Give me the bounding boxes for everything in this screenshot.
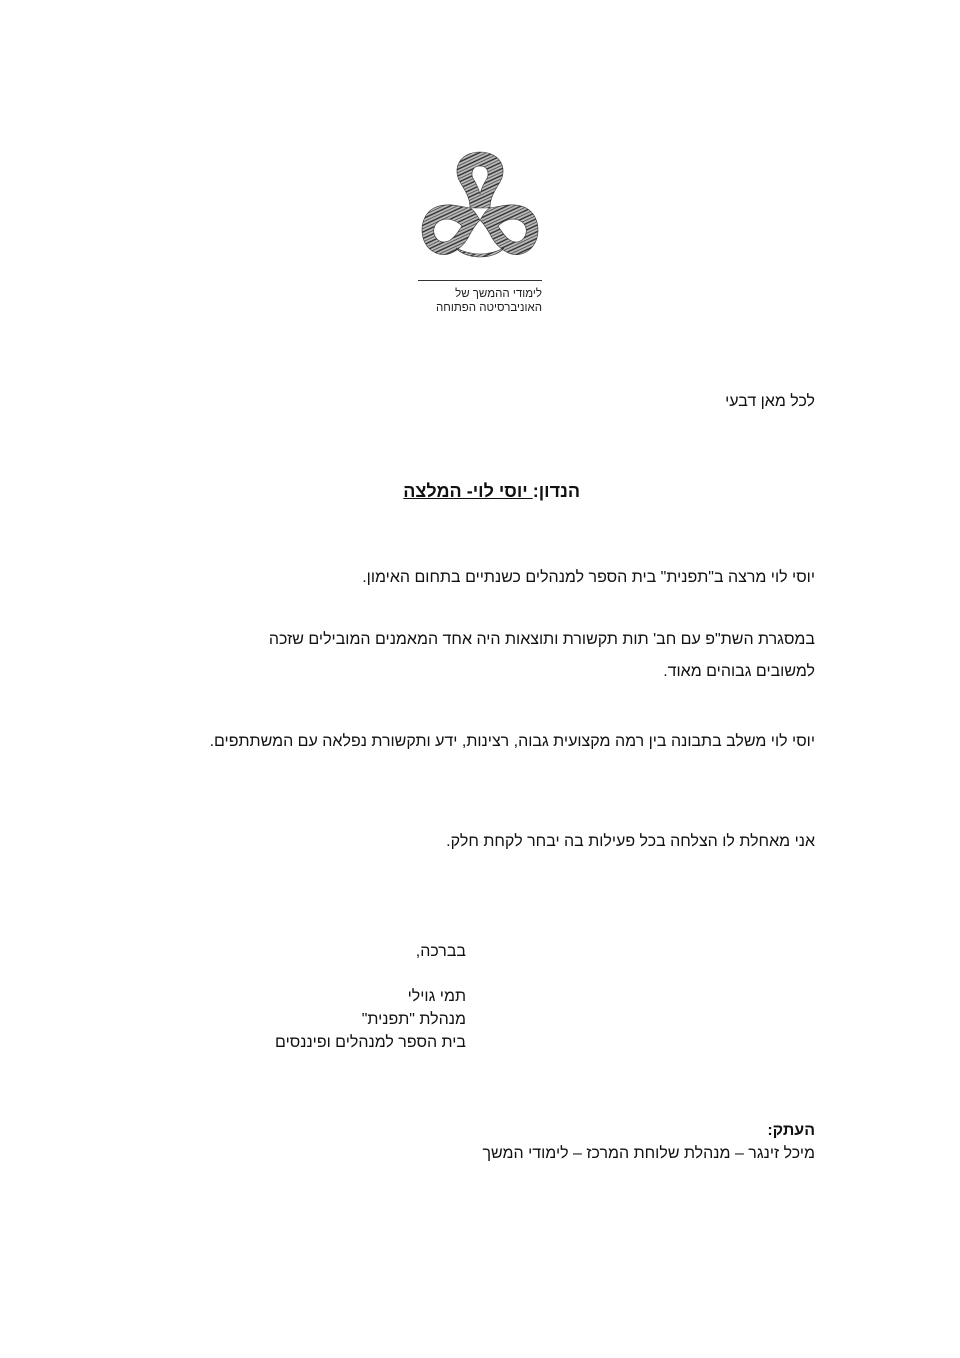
signature-organization: בית הספר למנהלים ופיננסים	[275, 1034, 466, 1051]
copy-block	[215, 1119, 815, 1165]
copy-recipient: מיכל זינגר – מנהלת שלוחת המרכז – לימודי המשך	[482, 1145, 815, 1162]
open-university-trefoil-logo-icon	[416, 148, 544, 276]
letter-paragraph-1: יוסי לוי מרצה ב"תפנית" בית הספר למנהלים כשנתיים בתחום האימון.	[362, 569, 815, 586]
subject-prefix: הנדון:	[532, 481, 580, 501]
letter-paragraph-3: יוסי לוי משלב בתבונה בין רמה מקצועית גבוה, רצינות, ידע ותקשורת נפלאה עם המשתתפים.	[209, 733, 815, 750]
letter-paragraph-4: אני מאחלת לו הצלחה בכל פעילות בה יבחר לקחת חלק.	[446, 833, 815, 850]
logo-caption	[418, 287, 542, 315]
signature-regards: בברכה,	[415, 943, 466, 960]
letter-paragraph-2: במסגרת השת"פ עם חב' תות תקשורת ותוצאות היה אחד המאמנים המובילים שזכה למשובים גבוהים מאוד.	[268, 631, 815, 680]
logo-caption-line-1: לימודי ההמשך של	[455, 288, 542, 300]
subject-text: יוסי לוי- המלצה	[403, 481, 533, 501]
letterhead-logo	[410, 148, 550, 315]
letter-greeting: לכל מאן דבעי	[725, 393, 815, 410]
copy-label: העתק:	[767, 1122, 815, 1139]
signature-name: תמי גוילי	[407, 988, 466, 1005]
signature-title: מנהלת "תפנית"	[361, 1011, 466, 1028]
signature-block	[275, 940, 466, 1054]
logo-caption-line-2: האוניברסיטה הפתוחה	[435, 302, 542, 314]
logo-divider	[418, 280, 542, 281]
letter-subject	[403, 481, 580, 502]
